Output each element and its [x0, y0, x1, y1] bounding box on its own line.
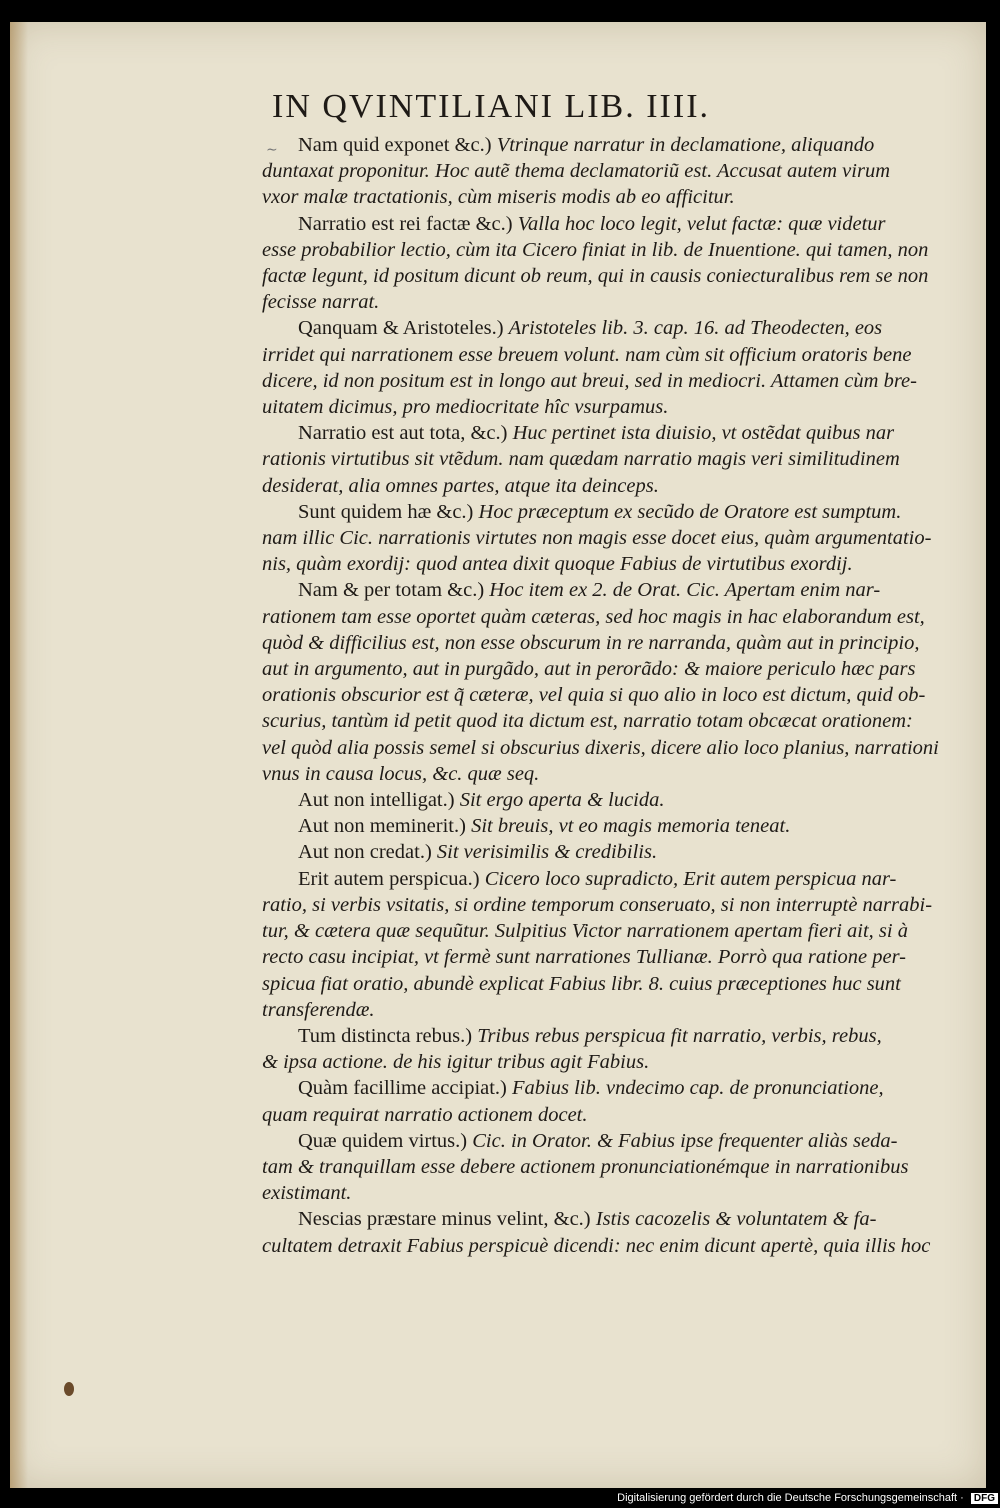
text-line — [262, 839, 968, 865]
commentary: desiderat, alia omnes partes, atque ita deinceps. — [262, 474, 659, 497]
ink-blot — [64, 1382, 74, 1396]
commentary: nis, quàm exordij: quod antea dixit quoque Fabius de virtutibus exordij. — [262, 553, 853, 576]
text-line — [262, 184, 968, 210]
commentary: Huc pertinet ista diuisio, vt ostẽdat quibus nar — [512, 422, 895, 445]
text-line — [262, 1049, 968, 1075]
text-line — [262, 577, 968, 603]
text-line — [262, 158, 968, 184]
lemma: Nam & per totam &c.) — [298, 579, 490, 602]
commentary: nam illic Cic. narrationis virtutes non magis esse docet eius, quàm argumentatio- — [262, 527, 932, 550]
footer-credit: Digitalisierung gefördert durch die Deutsche Forschungsgemeinschaft · DFG — [608, 1492, 998, 1504]
commentary: Fabius lib. vndecimo cap. de pronunciatione, — [512, 1077, 884, 1100]
text-line — [262, 394, 968, 420]
lemma: Tum distincta rebus.) — [298, 1024, 478, 1047]
commentary: irridet qui narrationem esse breuem volunt. nam cùm sit officium oratoris bene — [262, 343, 912, 366]
text-line — [262, 132, 968, 158]
lemma: Aut non meminerit.) — [298, 815, 472, 838]
lemma: Nam quid exponet &c.) — [298, 134, 497, 156]
commentary: scurius, tantùm id petit quod ita dictum est, narratio totam obcæcat orationem: — [262, 710, 913, 733]
text-line — [262, 761, 968, 787]
text-line — [262, 813, 968, 839]
commentary: duntaxat proponitur. Hoc autẽ thema declamatoriũ est. Accusat autem virum — [262, 160, 891, 183]
commentary: Sit verisimilis & credibilis. — [436, 841, 658, 864]
text-line — [262, 289, 968, 315]
text-line — [262, 446, 968, 472]
text-line — [262, 866, 968, 892]
text-line — [262, 708, 968, 734]
commentary: cultatem detraxit Fabius perspicuè dicendi: nec enim dicunt apertè, quia illis hoc — [262, 1234, 931, 1257]
text-line — [262, 525, 968, 551]
lemma: Nescias præstare minus velint, &c.) — [298, 1208, 596, 1231]
lemma: Narratio est aut tota, &c.) — [298, 422, 513, 445]
text-line — [262, 1206, 968, 1232]
commentary: Tribus rebus perspicua fit narratio, verbis, rebus, — [477, 1024, 882, 1047]
footer-credit-text: Digitalisierung gefördert durch die Deutsche Forschungsgemeinschaft — [617, 1492, 958, 1504]
commentary: fecisse narrat. — [262, 291, 380, 314]
text-line — [262, 1023, 968, 1049]
text-line — [262, 420, 968, 446]
text-line — [262, 1075, 968, 1101]
commentary: factæ legunt, id positum dicunt ob reum, qui in causis coniecturalibus rem se non — [262, 265, 929, 288]
commentary: ratio, si verbis vsitatis, si ordine temporum conseruato, si non interruptè narrabi- — [262, 893, 933, 916]
commentary: rationis virtutibus sit vtẽdum. nam quædam narratio magis veri similitudinem — [262, 448, 900, 471]
text-line — [262, 1154, 968, 1180]
text-line — [262, 551, 968, 577]
text-line — [262, 237, 968, 263]
text-line — [262, 1180, 968, 1206]
margin-mark: ∼ — [266, 143, 278, 158]
commentary: Sit ergo aperta & lucida. — [459, 789, 665, 812]
commentary: & ipsa actione. de his igitur tribus agit Fabius. — [262, 1051, 650, 1074]
running-head: IN QVINTILIANI LIB. IIII. — [272, 88, 711, 125]
commentary: vel quòd alia possis semel si obscurius dixeris, dicere alio loco planius, narrationi — [262, 736, 939, 759]
commentary: quòd & difficilius est, non esse obscurum in re narranda, quàm aut in principio, — [262, 631, 920, 654]
commentary: Valla hoc loco legit, velut factæ: quæ videtur — [517, 212, 886, 235]
commentary: orationis obscurior est q̃ cæteræ, vel quia si quo alio in loco est dictum, quid ob- — [262, 684, 926, 707]
text-line — [262, 892, 968, 918]
commentary: rationem tam esse oportet quàm cæteras, sed hoc magis in hac elaborandum est, — [262, 605, 925, 628]
lemma: Aut non credat.) — [298, 841, 437, 864]
commentary: tur, & cætera quæ sequũtur. Sulpitius Victor narrationem apertam fieri ait, si à — [262, 920, 908, 943]
lemma: Qanquam & Aristoteles.) — [298, 317, 509, 340]
commentary: vnus in causa locus, &c. quæ seq. — [262, 762, 540, 785]
commentary-text — [262, 132, 968, 1259]
text-line — [262, 1102, 968, 1128]
text-line — [262, 473, 968, 499]
text-line — [262, 997, 968, 1023]
commentary: dicere, id non positum est in longo aut breui, sed in mediocri. Attamen cùm bre- — [262, 369, 917, 392]
text-line — [262, 263, 968, 289]
commentary: Istis cacozelis & voluntatem & fa- — [595, 1208, 877, 1231]
text-line — [262, 656, 968, 682]
commentary: spicua fiat oratio, abundè explicat Fabius libr. 8. cuius præceptiones huc sunt — [262, 972, 901, 995]
commentary: transferendæ. — [262, 998, 375, 1021]
lemma: Narratio est rei factæ &c.) — [298, 212, 518, 235]
lemma: Quæ quidem virtus.) — [298, 1129, 473, 1152]
text-line — [262, 499, 968, 525]
commentary: Hoc item ex 2. de Orat. Cic. Apertam enim nar- — [489, 579, 881, 602]
commentary: existimant. — [262, 1182, 352, 1205]
lemma: Sunt quidem hæ &c.) — [298, 500, 479, 523]
text-line — [262, 315, 968, 341]
text-line — [262, 630, 968, 656]
commentary: Cic. in Orator. & Fabius ipse frequenter aliàs seda- — [472, 1129, 898, 1152]
commentary: Hoc præceptum ex secũdo de Oratore est sumptum. — [478, 500, 902, 523]
lemma: Aut non intelligat.) — [298, 789, 460, 812]
text-line — [262, 342, 968, 368]
commentary: quam requirat narratio actionem docet. — [262, 1103, 588, 1126]
commentary: Vtrinque narratur in declamatione, aliquando — [496, 134, 875, 156]
text-line — [262, 971, 968, 997]
text-line — [262, 682, 968, 708]
commentary: tam & tranquillam esse debere actionem pronunciationémque in narrationibus — [262, 1155, 909, 1178]
commentary: Sit breuis, vt eo magis memoria teneat. — [471, 815, 791, 838]
text-line — [262, 735, 968, 761]
commentary: Cicero loco supradicto, Erit autem perspicua nar- — [484, 867, 897, 890]
text-line — [262, 944, 968, 970]
text-line — [262, 787, 968, 813]
commentary: esse probabilior lectio, cùm ita Cicero finiat in lib. de Inuentione. qui tamen, non — [262, 238, 929, 261]
text-line — [262, 1233, 968, 1259]
commentary: recto casu incipiat, vt fermè sunt narrationes Tullianæ. Porrò qua ratione per- — [262, 946, 906, 969]
commentary: aut in argumento, aut in purgãdo, aut in perorãdo: & maiore periculo hæc pars — [262, 658, 916, 681]
dfg-logo: DFG — [971, 1493, 998, 1504]
text-line — [262, 1128, 968, 1154]
text-line — [262, 368, 968, 394]
text-line — [262, 604, 968, 630]
commentary: Aristoteles lib. 3. cap. 16. ad Theodecten, eos — [508, 317, 883, 340]
text-line — [262, 918, 968, 944]
commentary: uitatem dicimus, pro mediocritate hîc vsurpamus. — [262, 396, 669, 419]
lemma: Erit autem perspicua.) — [298, 867, 485, 890]
text-line — [262, 211, 968, 237]
commentary: vxor malæ tractationis, cùm miseris modis ab eo afficitur. — [262, 186, 735, 209]
lemma: Quàm facillime accipiat.) — [298, 1077, 513, 1100]
